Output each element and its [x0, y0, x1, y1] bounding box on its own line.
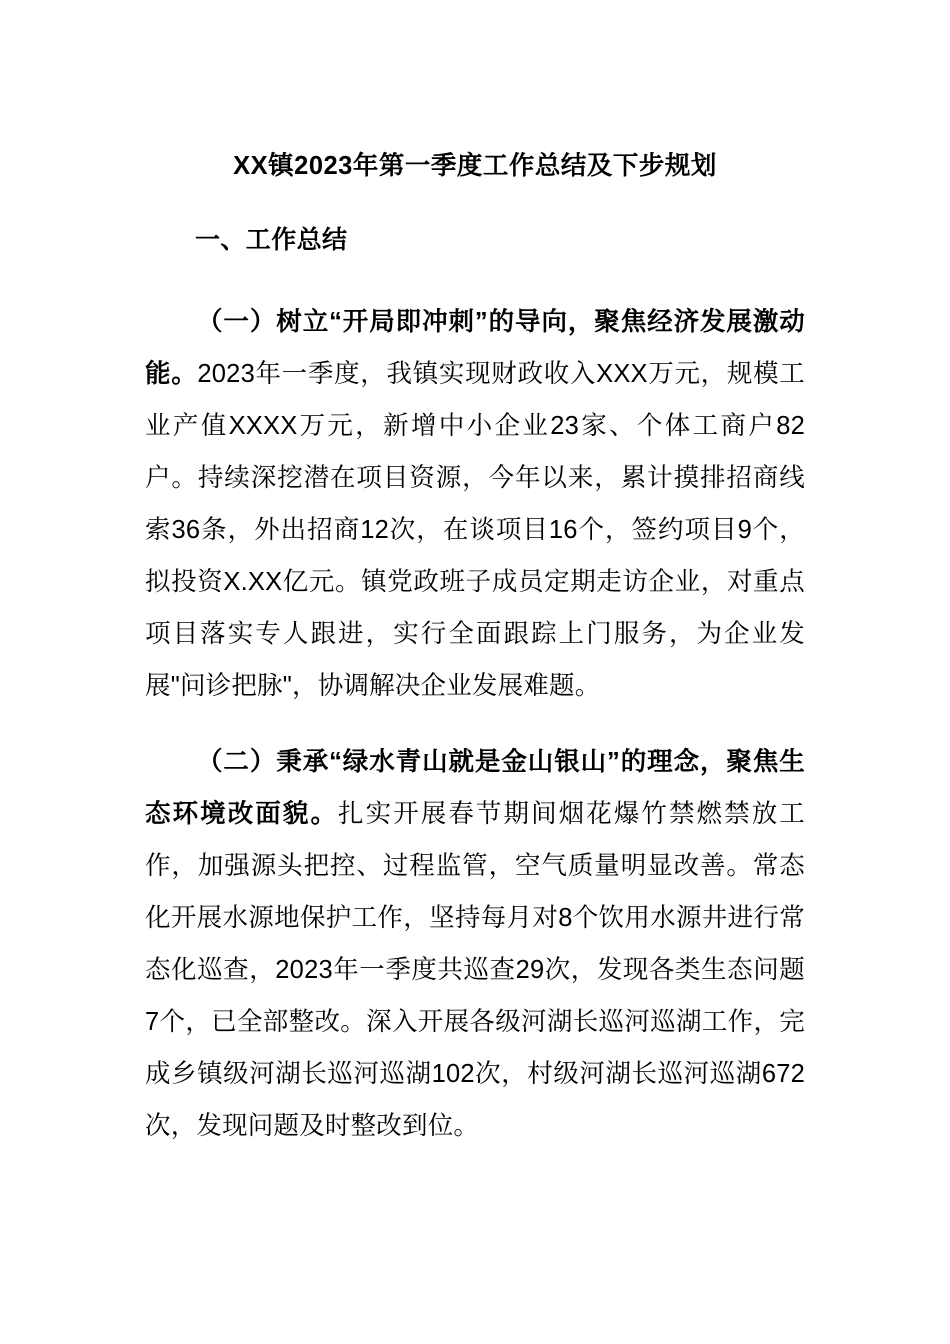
- subsection-one-lead: （一）树立“开局即冲刺”的导向，聚焦经济发展激动能。: [145, 308, 805, 388]
- paragraph-subsection-one: [145, 296, 805, 712]
- page-title: XX镇2023年第一季度工作总结及下步规划: [233, 152, 717, 180]
- subsection-two-lead: （二）秉承“绿水青山就是金山银山”的理念，聚焦生态环境改面貌。: [145, 748, 805, 828]
- section-heading-work-summary: 一、工作总结: [195, 226, 348, 254]
- subsection-two-body: 扎实开展春节期间烟花爆竹禁燃禁放工作，加强源头把控、过程监管，空气质量明显改善。常态化开展水源地保护工作，坚持每月对8个饮用水源井进行常态化巡查，2023年一季度共巡查29次，发现各类生态问题7个，已全部整改。深入开展各级河湖长巡河巡湖工作，完成乡镇级河湖长巡河巡湖102次，村级河湖长巡河巡湖672次，发现问题及时整改到位。: [145, 800, 805, 1140]
- paragraph-subsection-two: [145, 736, 805, 1152]
- document-content: [145, 140, 805, 1152]
- subsection-one-body: 2023年一季度，我镇实现财政收入XXX万元，规模工业产值XXXX万元，新增中小企业23家、个体工商户82户。持续深挖潜在项目资源，今年以来，累计摸排招商线索36条，外出招商12次，在谈项目16个，签约项目9个，拟投资X.XX亿元。镇党政班子成员定期走访企业，对重点项目落实专人跟进，实行全面跟踪上门服务，为企业发展"问诊把脉"，协调解决企业发展难题。: [145, 360, 805, 700]
